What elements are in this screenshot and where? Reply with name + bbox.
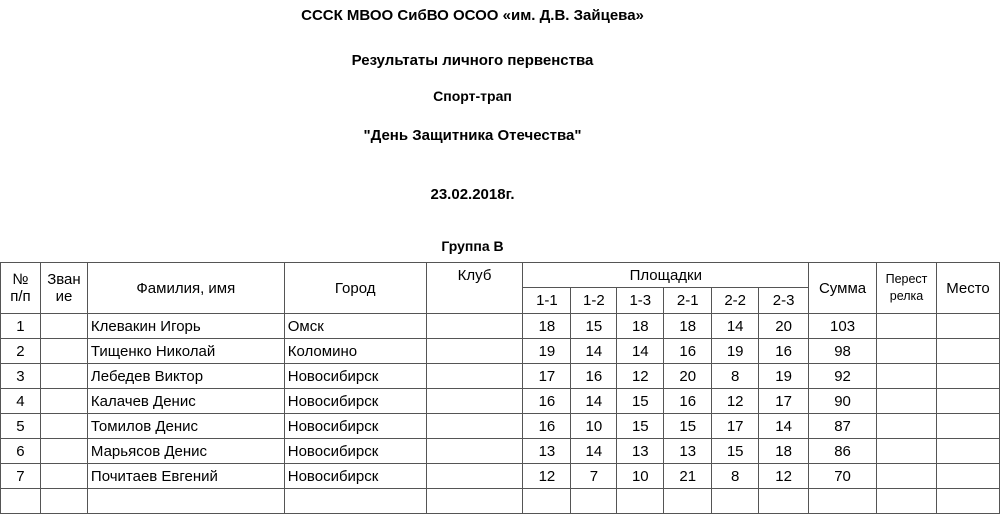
- col-header-place: Место: [936, 263, 999, 314]
- cell-score: 17: [712, 414, 759, 439]
- cell-empty: [523, 489, 571, 514]
- cell-shootoff: [877, 364, 937, 389]
- cell-empty: [877, 489, 937, 514]
- cell-rank: [40, 414, 87, 439]
- org-title: СССК МВОО СибВО ОСОО «им. Д.В. Зайцева»: [301, 7, 644, 24]
- cell-place: [936, 389, 999, 414]
- cell-score: 19: [759, 364, 809, 389]
- cell-place: [936, 439, 999, 464]
- cell-num: 1: [1, 314, 41, 339]
- cell-empty: [617, 489, 664, 514]
- cell-score: 16: [523, 389, 571, 414]
- cell-empty: [712, 489, 759, 514]
- col-num-line1: №: [12, 271, 29, 288]
- cell-sum: 103: [809, 314, 877, 339]
- cell-score: 12: [759, 464, 809, 489]
- cell-city: Новосибирск: [284, 439, 426, 464]
- cell-empty: [571, 489, 617, 514]
- cell-name: Клевакин Игорь: [87, 314, 284, 339]
- cell-sum: 87: [809, 414, 877, 439]
- cell-city: Новосибирск: [284, 389, 426, 414]
- table-row: [1, 389, 1000, 414]
- event-name: "День Защитника Отечества": [363, 127, 582, 144]
- cell-club: [426, 414, 523, 439]
- cell-city: Новосибирск: [284, 364, 426, 389]
- cell-score: 16: [523, 414, 571, 439]
- cell-empty: [40, 489, 87, 514]
- cell-score: 18: [664, 314, 712, 339]
- cell-sum: 92: [809, 364, 877, 389]
- col-shootoff-line1: Перест: [885, 272, 928, 286]
- cell-score: 10: [571, 414, 617, 439]
- cell-score: 21: [664, 464, 712, 489]
- cell-score: 16: [571, 364, 617, 389]
- cell-num: 6: [1, 439, 41, 464]
- cell-sum: 86: [809, 439, 877, 464]
- col-header-range-1-3: 1-3: [617, 288, 664, 314]
- cell-score: 14: [712, 314, 759, 339]
- cell-score: 16: [664, 339, 712, 364]
- cell-place: [936, 464, 999, 489]
- cell-club: [426, 339, 523, 364]
- col-header-num: [1, 263, 41, 314]
- cell-score: 18: [617, 314, 664, 339]
- cell-score: 15: [664, 414, 712, 439]
- cell-name: Лебедев Виктор: [87, 364, 284, 389]
- cell-score: 12: [523, 464, 571, 489]
- cell-score: 16: [759, 339, 809, 364]
- page-title: Результаты личного первенства: [351, 52, 594, 69]
- cell-club: [426, 389, 523, 414]
- results-table: [0, 262, 1000, 514]
- cell-score: 13: [664, 439, 712, 464]
- cell-shootoff: [877, 439, 937, 464]
- col-header-range-1-1: 1-1: [523, 288, 571, 314]
- cell-score: 14: [571, 439, 617, 464]
- cell-sum: 70: [809, 464, 877, 489]
- cell-club: [426, 314, 523, 339]
- table-row: [1, 464, 1000, 489]
- col-header-range-2-1: 2-1: [664, 288, 712, 314]
- cell-sum: 90: [809, 389, 877, 414]
- event-date: 23.02.2018г.: [430, 186, 515, 203]
- cell-sum: 98: [809, 339, 877, 364]
- cell-score: 12: [712, 389, 759, 414]
- table-row: [1, 364, 1000, 389]
- col-header-range-1-2: 1-2: [571, 288, 617, 314]
- cell-num: 3: [1, 364, 41, 389]
- cell-score: 17: [759, 389, 809, 414]
- cell-score: 14: [571, 339, 617, 364]
- discipline: Спорт-трап: [433, 88, 512, 104]
- cell-city: Омск: [284, 314, 426, 339]
- col-shootoff-line2: релка: [889, 289, 924, 303]
- cell-city: Новосибирск: [284, 464, 426, 489]
- table-row: [1, 314, 1000, 339]
- col-header-city: Город: [284, 263, 426, 314]
- cell-empty: [809, 489, 877, 514]
- cell-place: [936, 314, 999, 339]
- cell-shootoff: [877, 414, 937, 439]
- cell-place: [936, 339, 999, 364]
- cell-name: Тищенко Николай: [87, 339, 284, 364]
- cell-rank: [40, 439, 87, 464]
- cell-score: 18: [759, 439, 809, 464]
- cell-place: [936, 414, 999, 439]
- cell-city: Новосибирск: [284, 414, 426, 439]
- cell-score: 8: [712, 364, 759, 389]
- cell-rank: [40, 339, 87, 364]
- cell-num: 4: [1, 389, 41, 414]
- cell-score: 15: [712, 439, 759, 464]
- table-row: [1, 439, 1000, 464]
- col-header-range-2-2: 2-2: [712, 288, 759, 314]
- cell-empty: [1, 489, 41, 514]
- cell-club: [426, 439, 523, 464]
- table-row: [1, 339, 1000, 364]
- cell-rank: [40, 314, 87, 339]
- cell-score: 10: [617, 464, 664, 489]
- col-header-name: Фамилия, имя: [87, 263, 284, 314]
- cell-num: 5: [1, 414, 41, 439]
- cell-score: 13: [617, 439, 664, 464]
- cell-empty: [936, 489, 999, 514]
- cell-score: 18: [523, 314, 571, 339]
- col-header-rank: [40, 263, 87, 314]
- empty-row: [1, 489, 1000, 514]
- col-rank-line2: ие: [55, 288, 73, 305]
- col-num-line2: п/п: [10, 288, 31, 305]
- cell-shootoff: [877, 314, 937, 339]
- cell-name: Томилов Денис: [87, 414, 284, 439]
- cell-num: 2: [1, 339, 41, 364]
- cell-city: Коломино: [284, 339, 426, 364]
- cell-rank: [40, 389, 87, 414]
- cell-score: 17: [523, 364, 571, 389]
- cell-score: 8: [712, 464, 759, 489]
- cell-rank: [40, 364, 87, 389]
- cell-score: 15: [571, 314, 617, 339]
- cell-place: [936, 364, 999, 389]
- cell-score: 19: [712, 339, 759, 364]
- cell-name: Калачев Денис: [87, 389, 284, 414]
- cell-empty: [759, 489, 809, 514]
- col-header-range-2-3: 2-3: [759, 288, 809, 314]
- cell-shootoff: [877, 464, 937, 489]
- cell-club: [426, 364, 523, 389]
- cell-score: 14: [617, 339, 664, 364]
- group-label: Группа В: [441, 238, 504, 254]
- cell-empty: [87, 489, 284, 514]
- cell-score: 15: [617, 389, 664, 414]
- cell-num: 7: [1, 464, 41, 489]
- cell-score: 20: [664, 364, 712, 389]
- cell-shootoff: [877, 389, 937, 414]
- cell-score: 20: [759, 314, 809, 339]
- cell-empty: [426, 489, 523, 514]
- cell-club: [426, 464, 523, 489]
- table-row: [1, 414, 1000, 439]
- cell-score: 14: [759, 414, 809, 439]
- cell-score: 19: [523, 339, 571, 364]
- cell-empty: [284, 489, 426, 514]
- cell-score: 15: [617, 414, 664, 439]
- col-rank-line1: Зван: [47, 271, 81, 288]
- cell-score: 14: [571, 389, 617, 414]
- cell-score: 13: [523, 439, 571, 464]
- cell-name: Марьясов Денис: [87, 439, 284, 464]
- cell-shootoff: [877, 339, 937, 364]
- col-header-ranges: Площадки: [523, 263, 809, 288]
- cell-score: 16: [664, 389, 712, 414]
- cell-empty: [664, 489, 712, 514]
- cell-score: 12: [617, 364, 664, 389]
- col-header-sum: Сумма: [809, 263, 877, 314]
- col-header-club: Клуб: [426, 263, 523, 314]
- cell-score: 7: [571, 464, 617, 489]
- cell-name: Почитаев Евгений: [87, 464, 284, 489]
- cell-rank: [40, 464, 87, 489]
- col-header-shootoff: [877, 263, 937, 314]
